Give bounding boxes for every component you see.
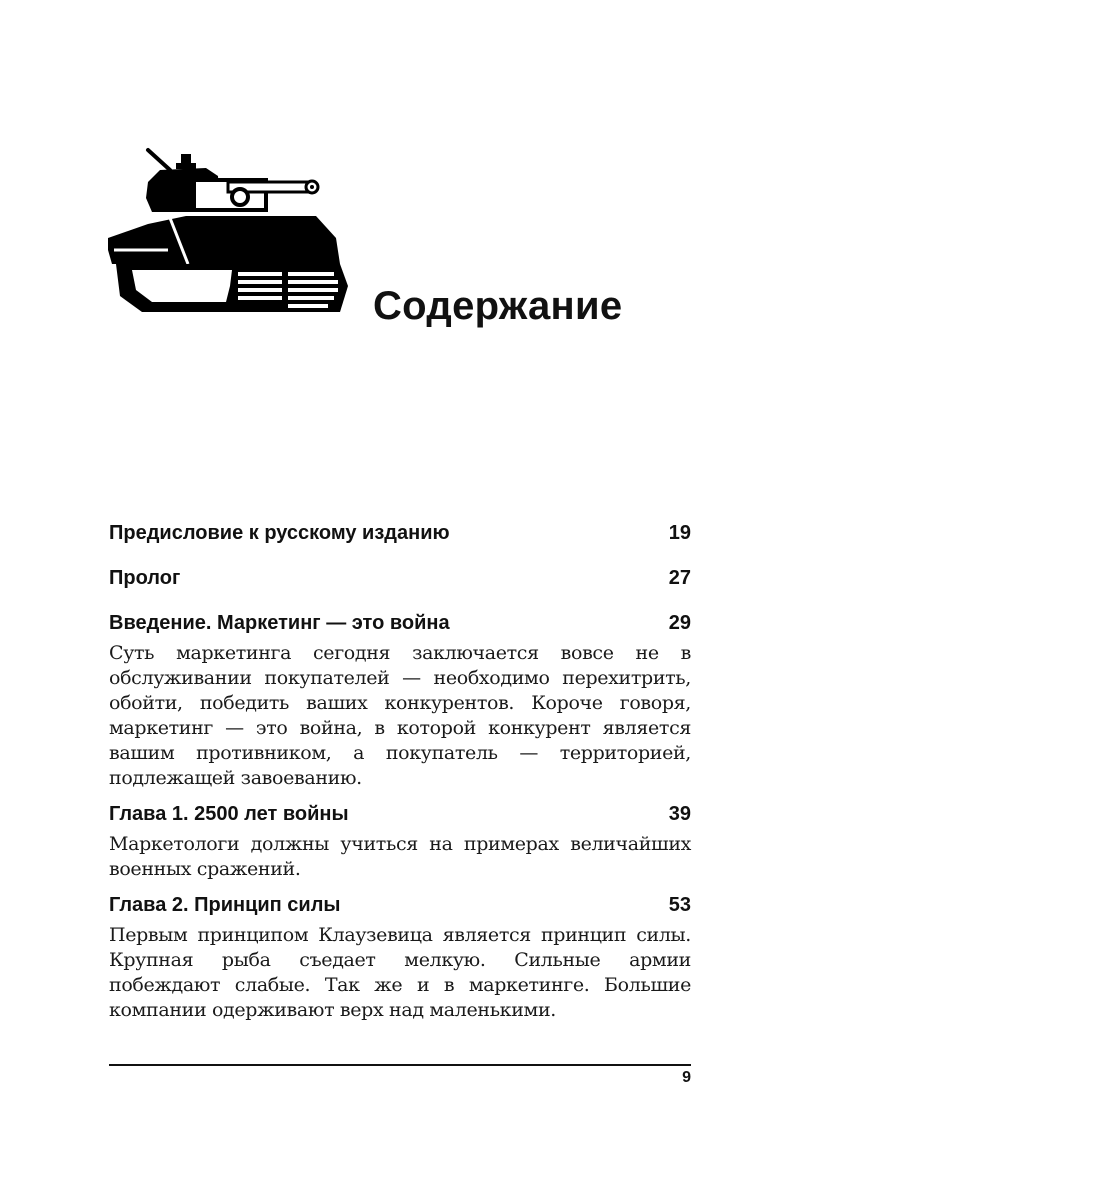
toc-entry-heading [109, 518, 691, 548]
toc-entry-page: 29 [668, 612, 691, 634]
toc-entry-page: 53 [668, 894, 691, 916]
toc-entry-title: Пролог [109, 567, 181, 589]
page-title: Содержание [373, 284, 623, 328]
toc-entry-heading [109, 890, 691, 920]
toc-entry-description: Суть маркетинга сегодня заключается вовсе не в обслуживании покупателей — необходимо перехитрить, обойти, победить ваших конкурентов. Короче говоря, маркетинг — это война, в которой конкурент является вашим противником, а покупатель — территорией, подлежащей завоеванию. [109, 642, 691, 789]
toc-entry [109, 890, 691, 1023]
toc-entry-heading [109, 608, 691, 638]
toc-entry-title: Глава 2. Принцип силы [109, 894, 341, 916]
toc-entry-title: Глава 1. 2500 лет войны [109, 803, 349, 825]
toc-entry [109, 799, 691, 882]
footer-divider [109, 1064, 691, 1066]
toc-entry-page: 39 [668, 803, 691, 825]
toc-entry-description: Первым принципом Клаузевица является принцип силы. Крупная рыба съедает мелкую. Сильные армии побеждают слабые. Так же и в маркетинге. Большие компании одерживают верх над маленькими. [109, 924, 691, 1021]
tank-icon [108, 146, 350, 322]
toc-entry [109, 518, 691, 548]
toc-entry-heading [109, 563, 691, 593]
toc-entry-heading [109, 799, 691, 829]
toc-entry-description: Маркетологи должны учиться на примерах величайших военных сражений. [109, 833, 691, 880]
toc-entry-page: 19 [668, 522, 691, 544]
toc-entry [109, 563, 691, 593]
toc-entry [109, 608, 691, 791]
toc-entry-page: 27 [668, 567, 691, 589]
table-of-contents [109, 518, 691, 1031]
toc-entry-title: Предисловие к русскому изданию [109, 522, 450, 544]
page-number: 9 [682, 1069, 691, 1086]
toc-entry-title: Введение. Маркетинг — это война [109, 612, 450, 634]
